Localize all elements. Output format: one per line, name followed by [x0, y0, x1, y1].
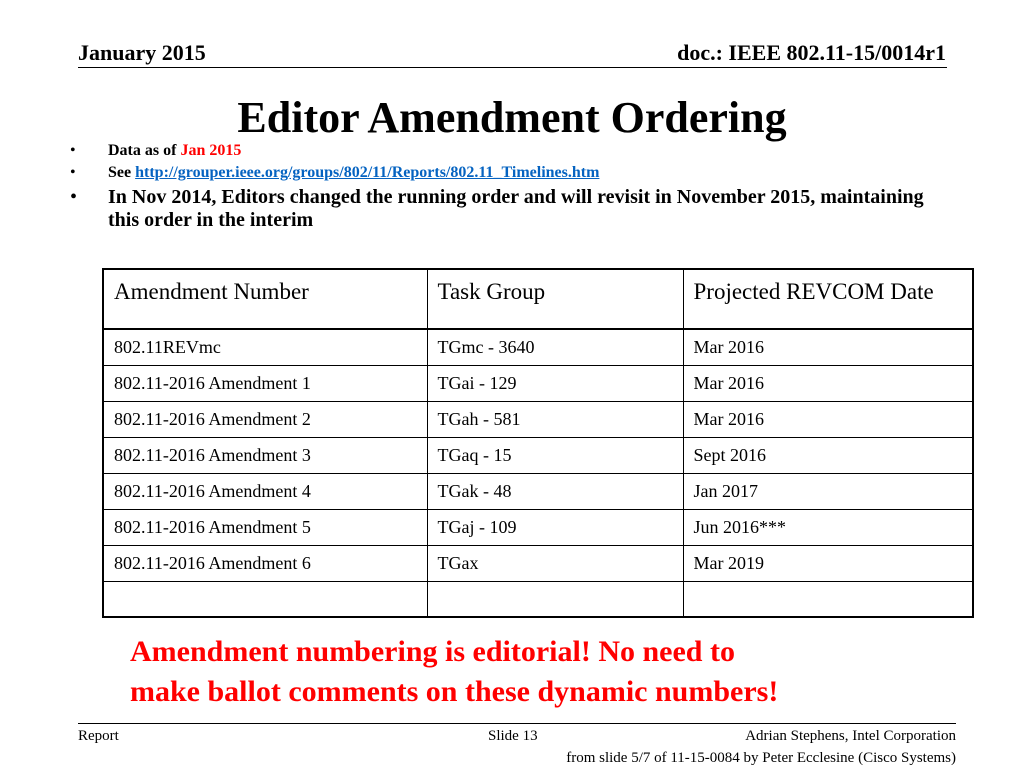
footer-report-label: Report: [78, 728, 119, 744]
cell-task-group: TGai - 129: [427, 366, 683, 402]
editorial-note: [130, 632, 930, 712]
cell-amendment-number: 802.11REVmc: [103, 329, 427, 366]
cell-revcom-date: Mar 2016: [683, 366, 973, 402]
amendment-table: [102, 268, 974, 618]
column-header-amendment-number: Amendment Number: [103, 269, 427, 329]
bullet-running-order-text: In Nov 2014, Editors changed the running order and will revisit in November 2015, maintaining this order in the interim: [108, 186, 924, 231]
footer-slide-number: Slide 13: [488, 728, 538, 744]
cell-revcom-date: Mar 2016: [683, 329, 973, 366]
cell-task-group: TGmc - 3640: [427, 329, 683, 366]
cell-revcom-date: [683, 582, 973, 617]
table-row: [103, 402, 973, 438]
cell-revcom-date: Jun 2016***: [683, 510, 973, 546]
footer-source-note: from slide 5/7 of 11-15-0084 by Peter Ecclesine (Cisco Systems): [566, 750, 956, 766]
cell-amendment-number: 802.11-2016 Amendment 4: [103, 474, 427, 510]
bullet-data-as-of: [70, 140, 940, 162]
cell-task-group: TGah - 581: [427, 402, 683, 438]
column-header-task-group: Task Group: [427, 269, 683, 329]
table-row-empty: [103, 582, 973, 617]
cell-revcom-date: Sept 2016: [683, 438, 973, 474]
table-header-row: [103, 269, 973, 329]
table-row: [103, 366, 973, 402]
bullet-list: [70, 140, 940, 232]
table-row: [103, 329, 973, 366]
editorial-note-line-1: Amendment numbering is editorial! No need to: [130, 635, 735, 668]
footer-author: Adrian Stephens, Intel Corporation: [745, 728, 956, 744]
cell-task-group: TGaq - 15: [427, 438, 683, 474]
table-row: [103, 510, 973, 546]
cell-revcom-date: Mar 2019: [683, 546, 973, 582]
cell-revcom-date: Mar 2016: [683, 402, 973, 438]
header-date: January 2015: [78, 40, 206, 65]
bullet-see-label: See: [108, 164, 136, 181]
cell-task-group: TGaj - 109: [427, 510, 683, 546]
cell-amendment-number: 802.11-2016 Amendment 1: [103, 366, 427, 402]
timelines-link[interactable]: http://grouper.ieee.org/groups/802/11/Reports/802.11_Timelines.htm: [135, 164, 600, 181]
cell-task-group: TGax: [427, 546, 683, 582]
cell-revcom-date: Jan 2017: [683, 474, 973, 510]
bullet-running-order: [70, 186, 940, 232]
bullet-data-as-of-label: Data as of: [108, 142, 181, 159]
header-divider: [78, 67, 947, 68]
table-row: [103, 438, 973, 474]
table-row: [103, 474, 973, 510]
column-header-revcom-date: Projected REVCOM Date: [683, 269, 973, 329]
header-doc-id: doc.: IEEE 802.11-15/0014r1: [677, 40, 946, 65]
editorial-note-line-2: make ballot comments on these dynamic numbers!: [130, 675, 779, 708]
bullet-marker: •: [70, 142, 76, 159]
table-row: [103, 546, 973, 582]
bullet-see-link: [70, 162, 940, 184]
cell-amendment-number: 802.11-2016 Amendment 5: [103, 510, 427, 546]
bullet-marker: •: [70, 164, 76, 181]
cell-amendment-number: [103, 582, 427, 617]
bullet-marker: •: [70, 186, 78, 208]
slide-title: Editor Amendment Ordering: [237, 93, 787, 142]
cell-task-group: [427, 582, 683, 617]
cell-amendment-number: 802.11-2016 Amendment 3: [103, 438, 427, 474]
bullet-data-as-of-value: Jan 2015: [180, 142, 242, 159]
cell-amendment-number: 802.11-2016 Amendment 6: [103, 546, 427, 582]
footer-divider: [78, 723, 956, 724]
cell-task-group: TGak - 48: [427, 474, 683, 510]
cell-amendment-number: 802.11-2016 Amendment 2: [103, 402, 427, 438]
